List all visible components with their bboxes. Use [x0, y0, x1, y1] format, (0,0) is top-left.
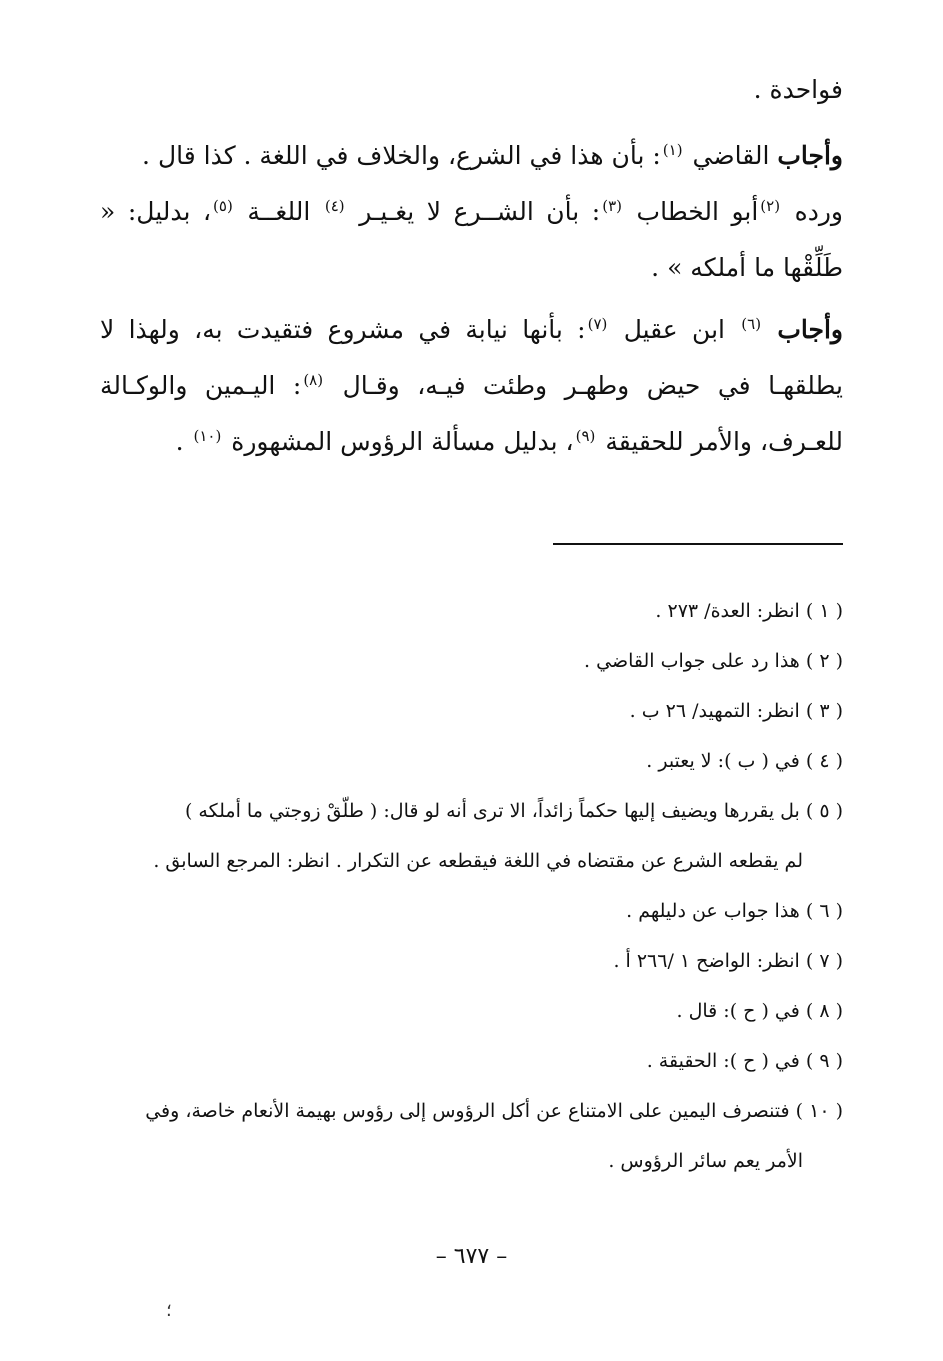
footnote-ref-5: (٥) [213, 196, 233, 215]
footnote-number: ( ٣ ) [805, 700, 843, 722]
footnote-6 [100, 886, 843, 936]
footnote-text: انظر: الواضح ١ /٢٦٦ أ . [613, 950, 800, 972]
p2-part4: اللغــة [247, 197, 323, 226]
paragraph-3 [100, 302, 843, 470]
footnote-text: بل يقررها ويضيف إليها حكماً زائداً، الا ترى أنه لو قال: ( طلّقْ زوجتي ما أملكه ) [184, 800, 800, 822]
p3-part4: ، بدليل مسألة الرؤوس المشهورة [231, 427, 574, 456]
footnote-ref-6: (٦) [741, 314, 762, 333]
footnote-7 [100, 936, 843, 986]
footnote-text: هذا جواب عن دليلهم . [626, 900, 800, 922]
footnote-3 [100, 686, 843, 736]
footnote-number: ( ١ ) [805, 600, 843, 622]
lead-word-ajab-1: وأجاب [777, 141, 843, 170]
footnotes-section [100, 586, 843, 1186]
p3-part5: . [175, 427, 192, 456]
p3-part2: : بأنها نيابة في مشروع فتقيدت به، ولهذا لا يطلقهـا في حيض وطهـر وطئت فيـه، وقـال [100, 315, 843, 400]
stray-mark: ؛ [166, 1300, 172, 1321]
footnote-9 [100, 1036, 843, 1086]
footnote-2 [100, 636, 843, 686]
footnote-5-continuation [100, 836, 843, 886]
footnote-ref-1: (١) [662, 140, 683, 159]
footnote-ref-2: (٢) [760, 196, 781, 215]
footnote-number: ( ٩ ) [805, 1050, 843, 1072]
p2-part5: ، بدليل: « طَلِّقْها ما أملكه » . [100, 197, 843, 282]
p2-part3: : بأن الشــرع لا يغـيـر [359, 197, 601, 226]
footnote-5 [100, 786, 843, 836]
main-text [100, 62, 843, 470]
p1-after: : بأن هذا في الشرع، والخلاف في اللغة . كذا قال . [142, 141, 661, 170]
p2-part1: ورده [794, 197, 843, 226]
footnote-ref-10: (١٠) [193, 426, 222, 445]
paragraph-2 [100, 184, 843, 296]
footnote-separator-line [553, 543, 843, 545]
footnote-10 [100, 1086, 843, 1136]
footnote-4 [100, 736, 843, 786]
footnote-ref-9: (٩) [575, 426, 596, 445]
p1-before: القاضي [692, 141, 778, 170]
lead-word-ajab-2: وأجاب [777, 315, 843, 344]
footnote-10-continuation [100, 1136, 843, 1186]
footnote-text-continued: الأمر يعم سائر الرؤوس . [608, 1150, 803, 1172]
text-fawahida: فواحدة . [753, 75, 843, 104]
footnote-number: ( ١٠ ) [795, 1100, 843, 1122]
footnote-ref-7: (٧) [587, 314, 608, 333]
footnote-number: ( ٥ ) [805, 800, 843, 822]
p3-part3: : اليـمين والوكـالة للعـرف، والأمر للحقيقة [100, 371, 843, 456]
footnote-text: في ( ح ): الحقيقة . [646, 1050, 800, 1072]
footnote-number: ( ٦ ) [805, 900, 843, 922]
footnote-ref-8: (٨) [303, 370, 324, 389]
footnote-text: في ( ب ): لا يعتبر . [646, 750, 800, 772]
footnote-number: ( ٧ ) [805, 950, 843, 972]
p2-part2: أبو الخطاب [636, 197, 759, 226]
footnote-number: ( ٢ ) [805, 650, 843, 672]
line-fawahida [100, 62, 843, 118]
page-number: – ٦٧٧ – [435, 1244, 508, 1269]
footnote-number: ( ٤ ) [805, 750, 843, 772]
footnote-ref-3: (٣) [602, 196, 622, 215]
footnote-1 [100, 586, 843, 636]
footnote-text: انظر: التمهيد/ ٢٦ ب . [629, 700, 800, 722]
footnote-number: ( ٨ ) [805, 1000, 843, 1022]
footnote-text: فتنصرف اليمين على الامتناع عن أكل الرؤوس إلى رؤوس بهيمة الأنعام خاصة، وفي [145, 1100, 790, 1122]
footnote-text: في ( ح ): قال . [676, 1000, 800, 1022]
footnote-text-continued: لم يقطعه الشرع عن مقتضاه في اللغة فيقطعه عن التكرار . انظر: المرجع السابق . [153, 850, 803, 872]
p3-part1: ابن عقيل [623, 315, 740, 344]
footnote-ref-4: (٤) [324, 196, 345, 215]
footnote-8 [100, 986, 843, 1036]
footnote-text: انظر: العدة/ ٢٧٣ . [655, 600, 800, 622]
footnote-text: هذا رد على جواب القاضي . [584, 650, 800, 672]
paragraph-1 [100, 128, 843, 184]
